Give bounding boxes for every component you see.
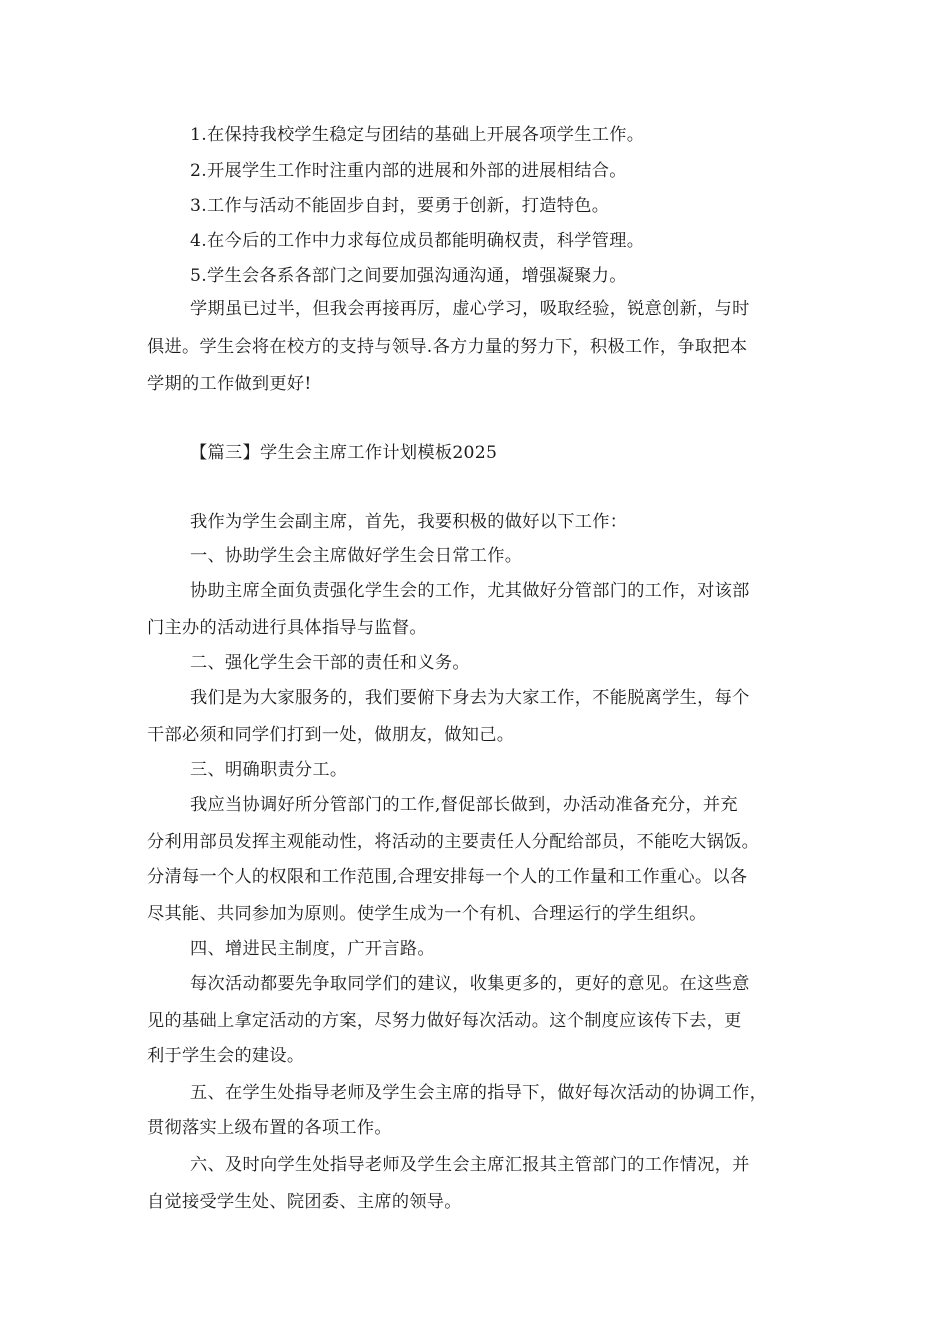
subheading: 三、明确职责分工。 bbox=[190, 760, 348, 780]
paragraph-line: 分清每一个人的权限和工作范围,合理安排每一个人的工作量和工作重心。以各 bbox=[147, 867, 748, 887]
subheading: 六、及时向学生处指导老师及学生会主席汇报其主管部门的工作情况，并 bbox=[190, 1155, 750, 1175]
closing-paragraph-line: 俱进。学生会将在校方的支持与领导.各方力量的努力下，积极工作，争取把本 bbox=[147, 337, 748, 357]
paragraph-line: 利于学生会的建设。 bbox=[147, 1046, 305, 1066]
paragraph-line: 尽其能、共同参加为原则。使学生成为一个有机、合理运行的学生组织。 bbox=[147, 904, 707, 924]
subheading: 五、在学生处指导老师及学生会主席的指导下，做好每次活动的协调工作， bbox=[190, 1083, 768, 1103]
paragraph-line: 贯彻落实上级布置的各项工作。 bbox=[147, 1118, 392, 1138]
list-item: 4.在今后的工作中力求每位成员都能明确权责，科学管理。 bbox=[190, 231, 645, 251]
subheading: 一、协助学生会主席做好学生会日常工作。 bbox=[190, 546, 523, 566]
paragraph-line: 协助主席全面负责强化学生会的工作，尤其做好分管部门的工作，对该部 bbox=[190, 581, 750, 601]
list-item: 1.在保持我校学生稳定与团结的基础上开展各项学生工作。 bbox=[190, 125, 645, 145]
section-heading: 【篇三】学生会主席工作计划模板2025 bbox=[190, 443, 498, 463]
paragraph-line: 门主办的活动进行具体指导与监督。 bbox=[147, 618, 427, 638]
paragraph-line: 每次活动都要先争取同学们的建议，收集更多的，更好的意见。在这些意 bbox=[190, 974, 750, 994]
paragraph-line: 我作为学生会副主席，首先，我要积极的做好以下工作： bbox=[190, 512, 628, 532]
paragraph-line: 分利用部员发挥主观能动性，将活动的主要责任人分配给部员，不能吃大锅饭。 bbox=[147, 832, 760, 852]
paragraph-line: 干部必须和同学们打到一处，做朋友，做知己。 bbox=[147, 725, 515, 745]
closing-paragraph-line: 学期的工作做到更好! bbox=[147, 374, 312, 394]
closing-paragraph-line: 学期虽已过半，但我会再接再厉，虚心学习，吸取经验，锐意创新，与时 bbox=[190, 299, 750, 319]
list-item: 5.学生会各系各部门之间要加强沟通沟通，增强凝聚力。 bbox=[190, 266, 627, 286]
paragraph-line: 我们是为大家服务的，我们要俯下身去为大家工作，不能脱离学生，每个 bbox=[190, 688, 750, 708]
subheading: 四、增进民主制度，广开言路。 bbox=[190, 939, 435, 959]
paragraph-line: 自觉接受学生处、院团委、主席的领导。 bbox=[147, 1192, 462, 1212]
subheading: 二、强化学生会干部的责任和义务。 bbox=[190, 653, 470, 673]
paragraph-line: 见的基础上拿定活动的方案，尽努力做好每次活动。这个制度应该传下去，更 bbox=[147, 1011, 742, 1031]
list-item: 3.工作与活动不能固步自封，要勇于创新，打造特色。 bbox=[190, 196, 610, 216]
paragraph-line: 我应当协调好所分管部门的工作,督促部长做到，办活动准备充分，并充 bbox=[190, 795, 738, 815]
list-item: 2.开展学生工作时注重内部的进展和外部的进展相结合。 bbox=[190, 161, 627, 181]
